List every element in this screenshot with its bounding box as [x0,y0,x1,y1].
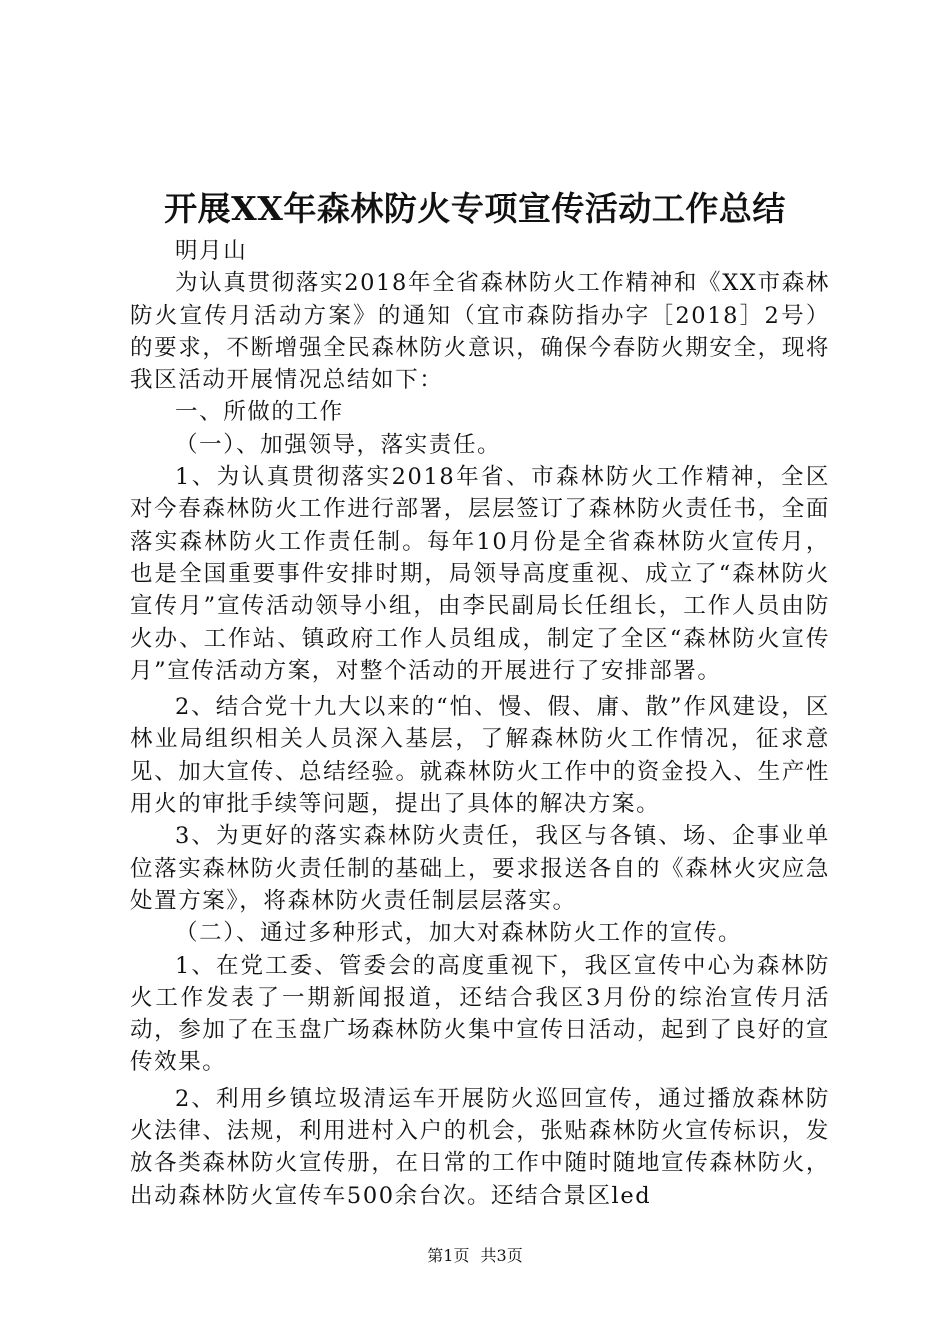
document-body [130,235,830,1212]
subheading-1: （一）、加强领导，落实责任。 [175,431,502,458]
paragraph-1-1: 1、为认真贯彻落实2018年省、市森林防火工作精神，全区对今春森林防火工作进行部署，层层签订了森林防火责任书，全面落实森林防火工作责任制。每年10月份是全省森林防火宣传月，也是全国重要事件安排时期，局领导高度重视、成立了“森林防火宣传月”宣传活动领导小组，由李民副局长任组长，工作人员由防火办、工作站、镇政府工作人员组成，制定了全区“森林防火宣传月”宣传活动方案，对整个活动的开展进行了安排部署。 [130,464,830,684]
page-number: 第1页 [427,1246,470,1265]
page-footer [0,1245,950,1267]
subheading-2: （二）、通过多种形式，加大对森林防火工作的宣传。 [175,920,743,947]
paragraph-1-2: 2、结合党十九大以来的“怕、慢、假、庸、散”作风建设，区林业局组织相关人员深入基层，了解森林防火工作情况，征求意见、加大宣传、总结经验。就森林防火工作中的资金投入、生产性用火的审批手续等问题，提出了具体的解决方案。 [130,694,830,818]
paragraph-intro: 为认真贯彻落实2018年全省森林防火工作精神和《XX市森林防火宣传月活动方案》的通知（宜市森防指办字［2018］2号）的要求，不断增强全民森林防火意识，确保今春防火期安全，现将我区活动开展情况总结如下： [130,270,830,394]
page-total: 共3页 [480,1246,523,1265]
paragraph-2-1: 1、在党工委、管委会的高度重视下，我区宣传中心为森林防火工作发表了一期新闻报道，还结合我区3月份的综治宣传月活动，参加了在玉盘广场森林防火集中宣传日活动，起到了良好的宣传效果。 [130,952,830,1076]
paragraph-1-3: 3、为更好的落实森林防火责任，我区与各镇、场、企事业单位落实森林防火责任制的基础上，要求报送各自的《森林火灾应急处置方案》，将森林防火责任制层层落实。 [130,823,830,914]
heading-section-1: 一、所做的工作 [175,399,344,426]
paragraph-2-2: 2、利用乡镇垃圾清运车开展防火巡回宣传，通过播放森林防火法律、法规，利用进村入户的机会，张贴森林防火宣传标识，发放各类森林防火宣传册，在日常的工作中随时随地宣传森林防火，出动森林防火宣传车500余台次。还结合景区led [130,1085,830,1209]
document-title: 开展XX年森林防火专项宣传活动工作总结 [164,189,786,228]
author-line: 明月山 [175,238,248,264]
